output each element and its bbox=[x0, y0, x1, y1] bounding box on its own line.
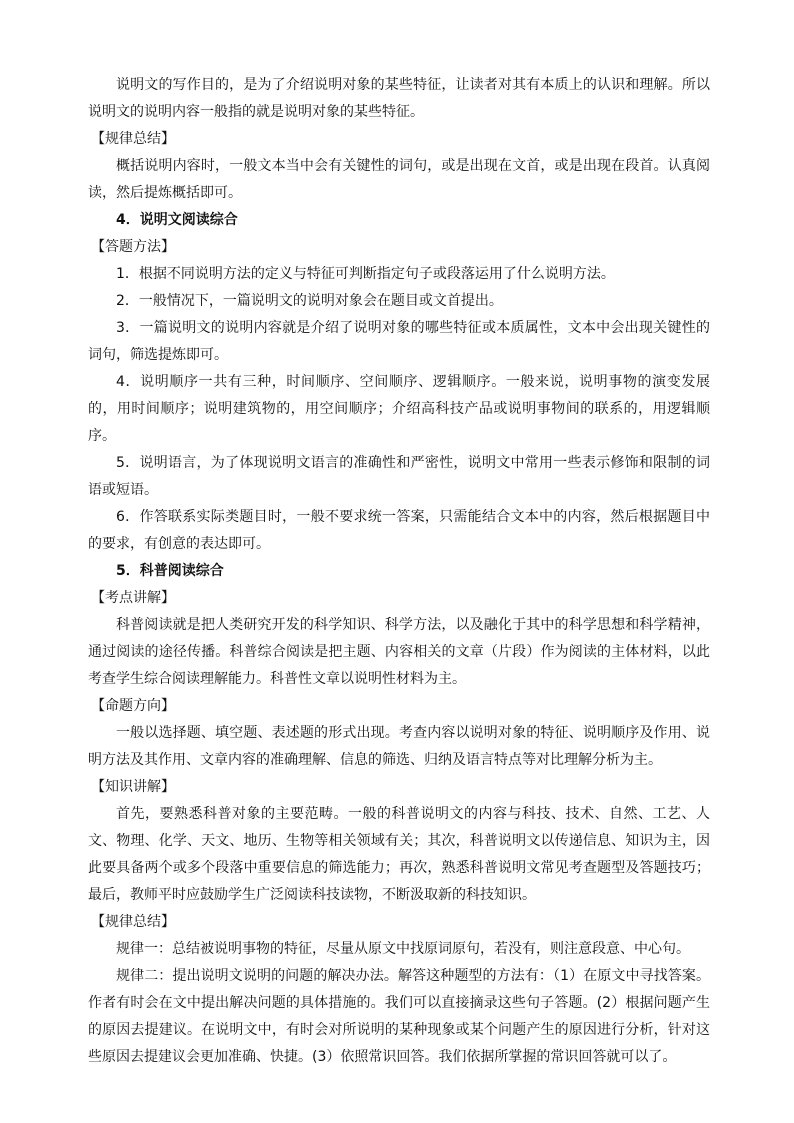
section-heading-5: 5．科普阅读综合 bbox=[116, 563, 224, 579]
paragraph-purpose: 说明文的写作目的，是为了介绍说明对象的某些特征，让读者对其有本质上的认识和理解。所以说明文的说明内容一般指的就是说明对象的某些特征。 bbox=[88, 77, 710, 120]
list-item-3: 3．一篇说明文的说明内容就是介绍了说明对象的哪些特征或本质属性，文本中会出现关键性的词句，筛选提炼即可。 bbox=[88, 320, 710, 363]
tag-question-direction: 【命题方向】 bbox=[91, 698, 175, 714]
paragraph-question-direction: 一般以选择题、填空题、表述题的形式出现。考查内容以说明对象的特征、说明顺序及作用、说明方法及其作用、文章内容的准确理解、信息的筛选、归纳及语言特点等对比理解分析为主。 bbox=[88, 725, 710, 768]
document-page bbox=[88, 72, 710, 1071]
list-item-4: 4．说明顺序一共有三种，时间顺序、空间顺序、逻辑顺序。一般来说，说明事物的演变发展的，用时间顺序；说明建筑物的，用空间顺序；介绍高科技产品或说明事物间的联系的，用逻辑顺序。 bbox=[88, 374, 710, 444]
list-item-5: 5．说明语言，为了体现说明文语言的准确性和严密性，说明文中常用一些表示修饰和限制的词语或短语。 bbox=[88, 455, 710, 498]
rule-one: 规律一：总结被说明事物的特征，尽量从原文中找原词原句，若没有，则注意段意、中心句。 bbox=[116, 941, 690, 957]
tag-rule-summary: 【规律总结】 bbox=[91, 131, 175, 147]
tag-answer-method: 【答题方法】 bbox=[91, 239, 175, 255]
list-item-1: 1．根据不同说明方法的定义与特征可判断指定句子或段落运用了什么说明方法。 bbox=[116, 266, 615, 282]
rule-two: 规律二：提出说明文说明的问题的解决办法。解答这种题型的方法有：（1）在原文中寻找答案。作者有时会在文中提出解决问题的具体措施的。我们可以直接摘录这些句子答题。(2）根据问题产生的原因去提建议。在说明文中，有时会对所说明的某种现象或某个问题产生的原因进行分析，针对这些原因去提建议会更加准确、快捷。(3）依照常识回答。我们依据所掌握的常识回答就可以了。 bbox=[88, 968, 710, 1065]
tag-exam-points: 【考点讲解】 bbox=[91, 590, 175, 606]
paragraph-popular-science: 科普阅读就是把人类研究开发的科学知识、科学方法，以及融化于其中的科学思想和科学精神，通过阅读的途径传播。科普综合阅读是把主题、内容相关的文章（片段）作为阅读的主体材料，以此考查学生综合阅读理解能力。科普性文章以说明性材料为主。 bbox=[88, 617, 710, 687]
paragraph-knowledge: 首先，要熟悉科普对象的主要范畴。一般的科普说明文的内容与科技、技术、自然、工艺、人文、物理、化学、天文、地历、生物等相关领域有关；其次，科普说明文以传递信息、知识为主，因此要具备两个或多个段落中重要信息的筛选能力；再次，熟悉科普说明文常见考查题型及答题技巧；最后，教师平时应鼓励学生广泛阅读科技读物，不断汲取新的科技知识。 bbox=[88, 806, 710, 903]
paragraph-summary-content: 概括说明内容时，一般文本当中会有关键性的词句，或是出现在文首，或是出现在段首。认真阅读，然后提炼概括即可。 bbox=[88, 158, 710, 201]
tag-knowledge: 【知识讲解】 bbox=[91, 779, 175, 795]
list-item-2: 2．一般情况下，一篇说明文的说明对象会在题目或文首提出。 bbox=[116, 293, 503, 309]
section-heading-4: 4．说明文阅读综合 bbox=[116, 212, 238, 228]
list-item-6: 6．作答联系实际类题目时，一般不要求统一答案，只需能结合文本中的内容，然后根据题目中的要求，有创意的表达即可。 bbox=[88, 509, 710, 552]
tag-rule-summary-2: 【规律总结】 bbox=[91, 914, 175, 930]
